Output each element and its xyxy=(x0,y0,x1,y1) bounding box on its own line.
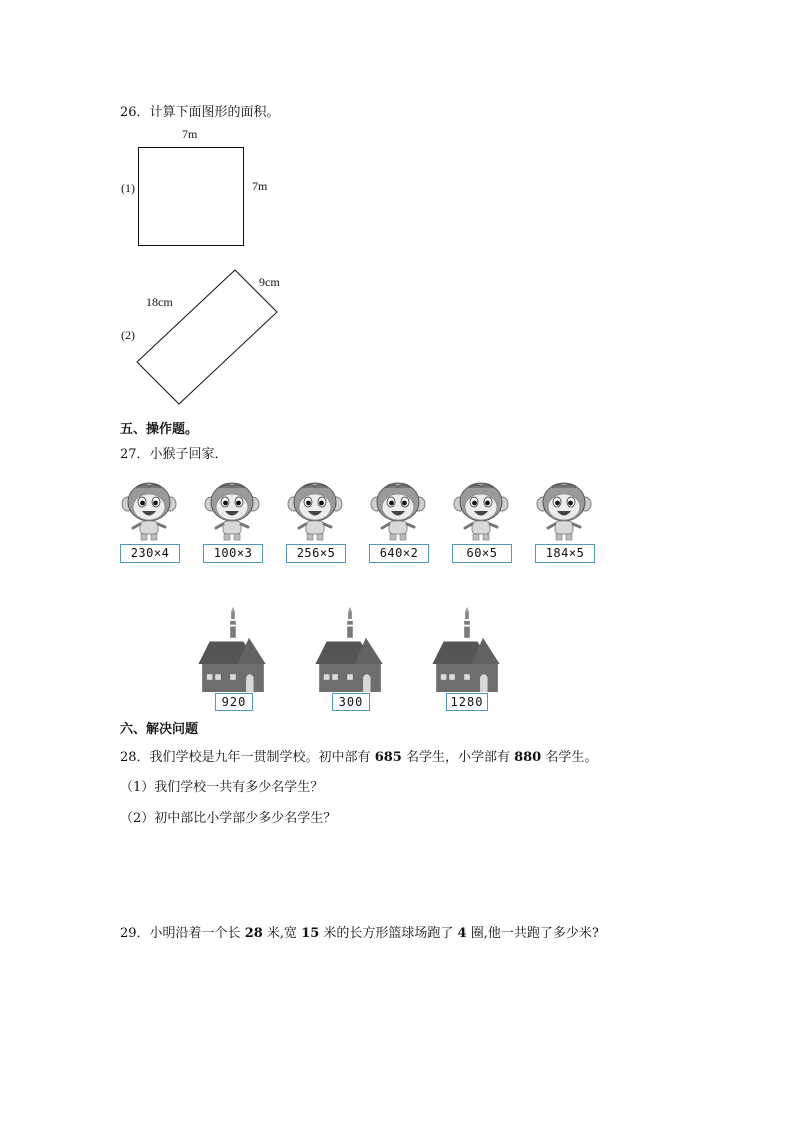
q29-text: 圈,他一共跑了多少米? xyxy=(466,926,599,941)
monkey-icon xyxy=(286,480,344,542)
monkey-icon xyxy=(535,480,593,542)
q26-title: 26．计算下面图形的面积。 xyxy=(120,105,280,120)
parallelogram-short-label: 9cm xyxy=(259,275,280,289)
q29-text: 米的长方形篮球场跑了 xyxy=(319,926,458,941)
q29-number-length: 28 xyxy=(244,926,263,941)
house-icon xyxy=(313,606,387,692)
figure-1-label: (1) xyxy=(121,181,135,195)
square-top-label: 7m xyxy=(182,127,198,141)
q28-sub2: （2）初中部比小学部少多少名学生？ xyxy=(120,811,337,826)
expression-box-1: 230×4 xyxy=(120,544,180,563)
square-side-label: 7m xyxy=(252,179,268,193)
house-number-2: 300 xyxy=(332,693,370,711)
q28-text: 28．我们学校是九年一贯制学校。初中部有 xyxy=(120,750,375,765)
rectangle-tilted-figure xyxy=(130,262,285,412)
expression-box-5: 60×5 xyxy=(452,544,512,563)
expression-box-6: 184×5 xyxy=(535,544,595,563)
square-figure xyxy=(138,147,244,246)
house-icon xyxy=(430,606,504,692)
q28-number-primary: 880 xyxy=(514,750,542,765)
monkey-icon xyxy=(120,480,178,542)
house-number-3: 1280 xyxy=(446,693,488,711)
q29-text: 米,宽 xyxy=(262,926,302,941)
expression-box-4: 640×2 xyxy=(369,544,429,563)
q28-title xyxy=(120,750,597,766)
figure-2-label: (2) xyxy=(121,328,135,342)
q28-text: 名学生，小学部有 xyxy=(401,750,515,765)
q29-number-width: 15 xyxy=(301,926,320,941)
q29-title xyxy=(120,926,599,942)
house-icon xyxy=(196,606,270,692)
section-5-title: 五、操作题。 xyxy=(120,422,199,437)
q29-number-laps: 4 xyxy=(457,926,467,941)
q29-text: 29．小明沿着一个长 xyxy=(120,926,245,941)
q27-title: 27．小猴子回家． xyxy=(120,447,228,462)
q28-sub1: （1）我们学校一共有多少名学生？ xyxy=(120,780,324,795)
section-6-title: 六、解决问题 xyxy=(120,722,199,737)
expression-box-2: 100×3 xyxy=(203,544,263,563)
monkey-icon xyxy=(452,480,510,542)
expression-box-3: 256×5 xyxy=(286,544,346,563)
monkey-icon xyxy=(203,480,261,542)
parallelogram-long-label: 18cm xyxy=(146,295,173,309)
monkey-icon xyxy=(369,480,427,542)
house-number-1: 920 xyxy=(215,693,253,711)
q28-number-junior: 685 xyxy=(374,750,402,765)
q28-text: 名学生。 xyxy=(541,750,598,765)
